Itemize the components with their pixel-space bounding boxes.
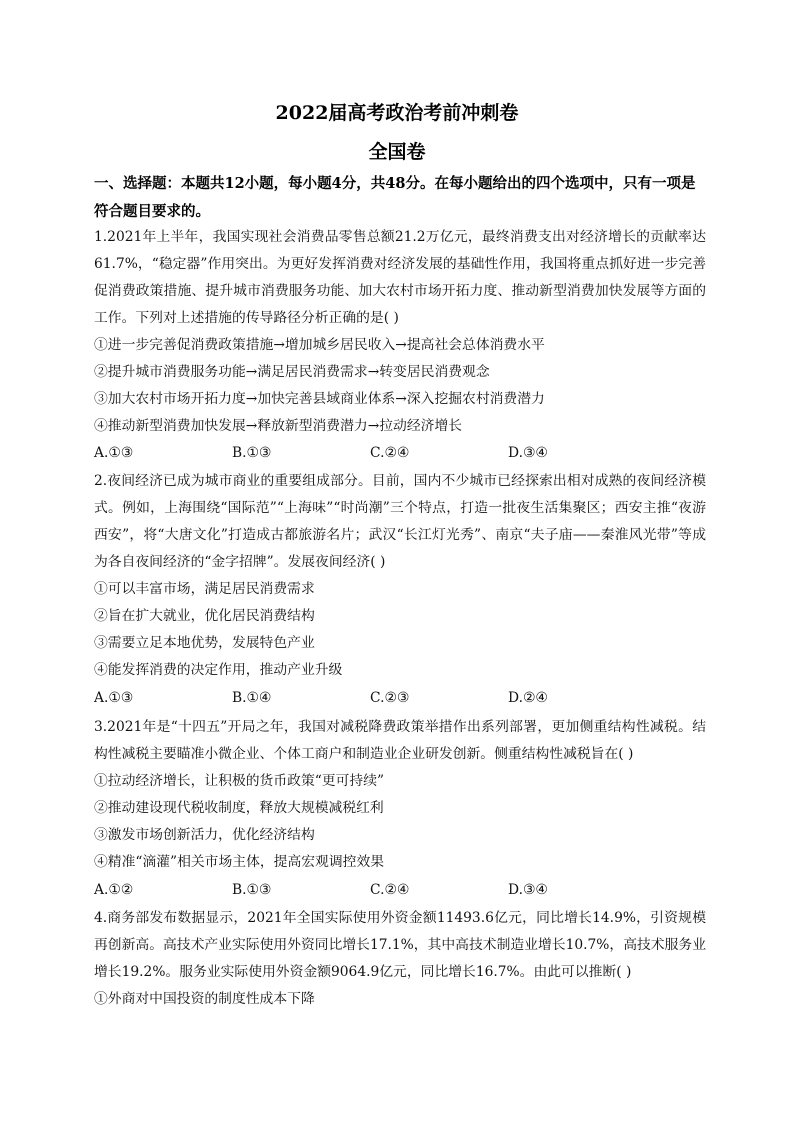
exam-subtitle: 全国卷 — [368, 141, 426, 163]
question-1-stem: 1.2021年上半年，我国实现社会消费品零售总额21.2万亿元，最终消费支出对经济增长的贡献率达61.7%，“稳定器”作用突出。为更好发挥消费对经济发展的基础性作用，我国将重点抓好进一步完善促消费政策措施、提升城市消费服务功能、加大农村市场开拓力度、推动新型消费加快发展等方面的工作。下列对上述措施的传导路径分析正确的是( ) — [94, 229, 706, 326]
question-3-options — [94, 877, 706, 904]
question-3-option-b: B.①③ — [232, 882, 272, 898]
question-2-options — [94, 685, 706, 712]
section-header: 一、选择题：本题共12小题，每小题4分，共48分。在每小题给出的四个选项中，只有一项是符合题目要求的。 — [94, 175, 696, 220]
question-2-item-1: ①可以丰富市场，满足居民消费需求 — [94, 581, 315, 597]
question-1-option-c: C.②④ — [370, 445, 410, 461]
question-1-option-b: B.①③ — [232, 445, 272, 461]
question-1-item-1: ①进一步完善促消费政策措施→增加城乡居民收入→提高社会总体消费水平 — [94, 337, 545, 353]
question-2-option-a: A.①③ — [94, 690, 134, 706]
question-2-stem: 2.夜间经济已成为城市商业的重要组成部分。目前，国内不少城市已经探索出相对成熟的夜间经济模式。例如，上海围绕“国际范”“上海味”“时尚潮”三个特点，打造一批夜生活集聚区；西安主推“夜游西安”，将“大唐文化”打造成古都旅游名片；武汉“长江灯光秀”、南京“夫子庙——秦淮风光带”等成为各自夜间经济的“金字招牌”。发展夜间经济( ) — [94, 473, 706, 570]
question-1-item-2: ②提升城市消费服务功能→满足居民消费需求→转变居民消费观念 — [94, 364, 490, 380]
exam-title: 2022届高考政治考前冲刺卷 — [275, 102, 519, 124]
question-2-item-2: ②旨在扩大就业，优化居民消费结构 — [94, 608, 315, 624]
question-1-item-4: ④推动新型消费加快发展→释放新型消费潜力→拉动经济增长 — [94, 418, 463, 434]
question-1-options — [94, 440, 706, 467]
question-1-item-3: ③加大农村市场开拓力度→加快完善县域商业体系→深入挖掘农村消费潜力 — [94, 391, 545, 407]
question-3-stem: 3.2021年是“十四五”开局之年，我国对减税降费政策举措作出系列部署，更加侧重结构性减税。结构性减税主要瞄准小微企业、个体工商户和制造业企业研发创新。侧重结构性减税旨在( ) — [94, 719, 706, 762]
question-3-item-4: ④精准“滴灌”相关市场主体，提高宏观调控效果 — [94, 854, 385, 870]
question-2-item-3: ③需要立足本地优势，发展特色产业 — [94, 635, 315, 651]
question-2-option-b: B.①④ — [232, 690, 272, 706]
question-3-item-2: ②推动建设现代税收制度，释放大规模减税红利 — [94, 800, 384, 816]
question-3-option-a: A.①② — [94, 882, 134, 898]
question-3-item-3: ③激发市场创新活力，优化经济结构 — [94, 827, 315, 843]
question-2-option-d: D.②④ — [508, 690, 548, 706]
question-2-item-4: ④能发挥消费的决定作用，推动产业升级 — [94, 662, 343, 678]
question-4-stem: 4.商务部发布数据显示，2021年全国实际使用外资金额11493.6亿元，同比增长14.9%，引资规模再创新高。高技术产业实际使用外资同比增长17.1%，其中高技术制造业增长10.7%，高技术服务业增长19.2%。服务业实际使用外资金额9064.9亿元，同比增长16.7%。由此可以推断( ) — [94, 910, 706, 980]
question-1-option-a: A.①③ — [94, 445, 134, 461]
question-1-option-d: D.③④ — [508, 445, 548, 461]
question-3-option-c: C.②④ — [370, 882, 410, 898]
question-4-item-1: ①外商对中国投资的制度性成本下降 — [94, 991, 315, 1007]
question-2-option-c: C.②③ — [370, 690, 410, 706]
question-3-option-d: D.③④ — [508, 882, 548, 898]
question-3-item-1: ①拉动经济增长，让积极的货币政策“更可持续” — [94, 773, 385, 789]
